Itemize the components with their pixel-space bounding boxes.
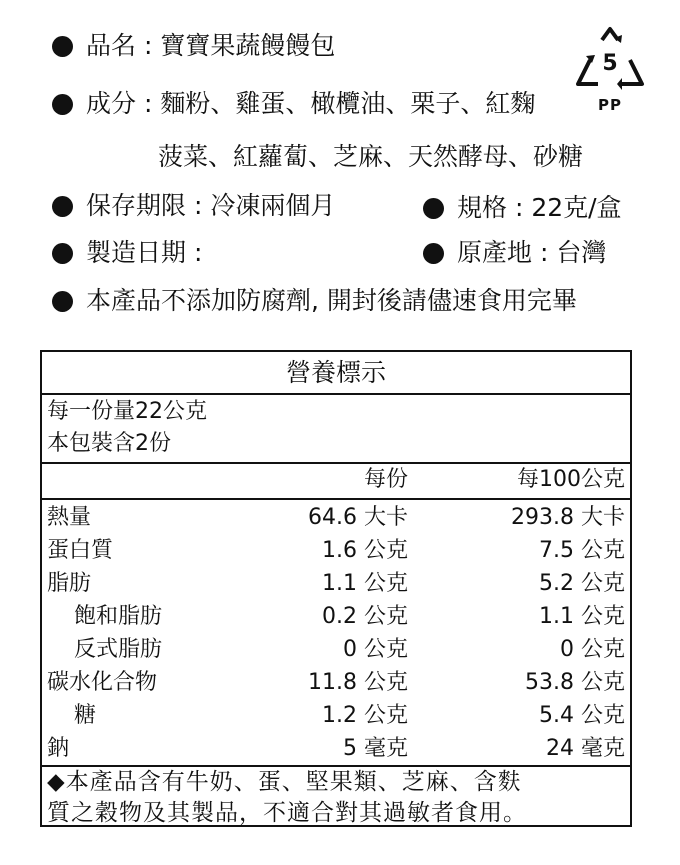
shelf-life-text: 保存期限 : 冷凍兩個月	[86, 191, 336, 220]
per-serving-value: 11.8 公克	[308, 670, 408, 695]
nutrient-label: 反式脂肪	[74, 637, 163, 662]
per-100g-value: 1.1 公克	[539, 604, 625, 629]
ingredients-continued	[158, 142, 583, 172]
serving-size: 每一份量22公克	[47, 399, 207, 424]
nutrient-label: 飽和脂肪	[74, 604, 163, 629]
notice	[52, 286, 577, 316]
nutrition-title: 營養標示	[285, 358, 386, 387]
per-100g-value: 5.2 公克	[539, 571, 625, 596]
divider	[42, 393, 630, 395]
spec-text: 規格 : 22克/盒	[457, 193, 622, 222]
table-row	[42, 732, 630, 765]
shelf-life	[52, 191, 335, 221]
col-header-per-serving: 每份	[363, 467, 408, 492]
per-serving-value: 1.2 公克	[322, 703, 408, 728]
per-100g-value: 7.5 公克	[539, 538, 625, 563]
per-serving-value: 1.1 公克	[322, 571, 408, 596]
allergen-line-2: 質之穀物及其製品，不適合對其過敏者食用。	[47, 800, 527, 826]
product-name	[52, 31, 335, 61]
allergen-notice	[47, 767, 626, 829]
bullet-icon	[52, 291, 73, 312]
table-row	[42, 501, 630, 534]
nutrition-table	[40, 350, 632, 827]
per-100g-value: 53.8 公克	[525, 670, 625, 695]
product-name-text: 品名 : 寶寶果蔬饅饅包	[86, 31, 336, 60]
bullet-icon	[52, 243, 73, 264]
nutrient-label: 糖	[74, 703, 97, 728]
per-serving-value: 0 公克	[343, 637, 408, 662]
recycle-triangle-icon	[572, 26, 648, 96]
bullet-icon	[52, 94, 73, 115]
nutrient-label: 熱量	[47, 505, 92, 530]
table-row	[42, 600, 630, 633]
table-row	[42, 534, 630, 567]
bullet-icon	[423, 198, 444, 219]
per-serving-value: 1.6 公克	[322, 538, 408, 563]
col-header-per-100g: 每100公克	[517, 467, 625, 492]
per-serving-value: 5 毫克	[343, 736, 408, 761]
per-100g-value: 293.8 大卡	[511, 505, 625, 530]
origin-text: 原產地 : 台灣	[457, 238, 607, 267]
nutrient-label: 蛋白質	[47, 538, 114, 563]
recycle-number: 5	[602, 51, 618, 76]
allergen-line-1: ◆本產品含有牛奶、蛋、堅果類、芝麻、含麩	[47, 769, 522, 795]
bullet-icon	[423, 243, 444, 264]
table-row	[42, 633, 630, 666]
ingredients-text-line1: 成分 : 麵粉、雞蛋、橄欖油、栗子、紅麴	[86, 89, 536, 118]
servings-per-package: 本包裝含2份	[47, 431, 171, 456]
per-serving-value: 0.2 公克	[322, 604, 408, 629]
per-serving-value: 64.6 大卡	[308, 505, 408, 530]
nutrient-label: 碳水化合物	[47, 670, 158, 695]
nutrient-label: 鈉	[47, 736, 70, 761]
table-row	[42, 567, 630, 600]
ingredients	[52, 89, 535, 119]
manufacture-date-text: 製造日期 :	[86, 238, 203, 267]
table-row	[42, 666, 630, 699]
divider	[42, 498, 630, 500]
table-row	[42, 699, 630, 732]
bullet-icon	[52, 36, 73, 57]
recycle-symbol	[572, 26, 648, 120]
nutrient-label: 脂肪	[47, 571, 92, 596]
ingredients-text-line2: 菠菜、紅蘿蔔、芝麻、天然酵母、砂糖	[158, 142, 584, 171]
manufacture-date	[52, 238, 202, 268]
per-100g-value: 5.4 公克	[539, 703, 625, 728]
per-100g-value: 24 毫克	[546, 736, 625, 761]
recycle-code: PP	[598, 96, 622, 114]
bullet-icon	[52, 196, 73, 217]
per-100g-value: 0 公克	[560, 637, 625, 662]
origin	[423, 238, 606, 268]
spec	[423, 193, 622, 223]
notice-text: 本產品不添加防腐劑, 開封後請儘速食用完畢	[86, 286, 577, 315]
